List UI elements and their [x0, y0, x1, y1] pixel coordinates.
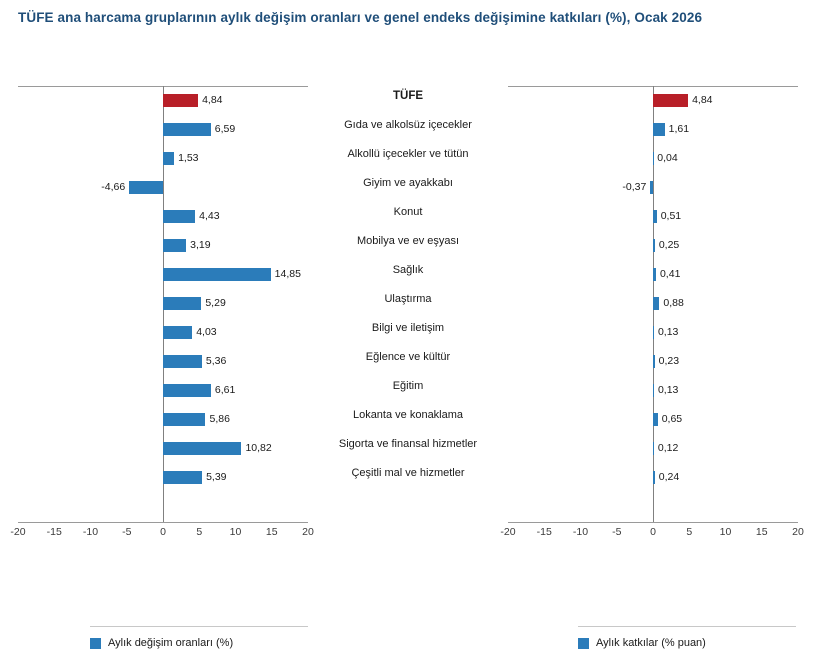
- bar-value-label: 0,51: [660, 210, 682, 222]
- bar-value-label: 6,59: [214, 123, 236, 135]
- axis-tick: 5: [686, 526, 693, 538]
- category-label: Gıda ve alkolsüz içecekler: [344, 119, 472, 131]
- bar-row: [18, 405, 308, 434]
- axis-tick: 15: [265, 526, 278, 538]
- bar: [163, 123, 211, 136]
- bar-value-label: 5,36: [205, 355, 227, 367]
- legend-label-right: Aylık katkılar (% puan): [596, 637, 706, 649]
- axis-tick: 20: [302, 526, 314, 538]
- category-labels: [308, 82, 508, 518]
- bar-value-label: 1,61: [668, 123, 690, 135]
- bar: [163, 355, 202, 368]
- bar: [163, 413, 205, 426]
- axis-tick: -5: [122, 526, 132, 538]
- category-label: Giyim ve ayakkabı: [363, 177, 453, 189]
- bar-value-label: 3,19: [190, 239, 211, 251]
- legend-left: [90, 632, 233, 654]
- bar: [163, 326, 192, 339]
- axis-tick: 10: [719, 526, 732, 538]
- bar-row: [508, 202, 798, 231]
- bar: [163, 94, 198, 107]
- bar-row: [508, 173, 798, 202]
- axis-tick: 15: [755, 526, 768, 538]
- bar-row: [18, 260, 308, 289]
- axis-tick: 20: [792, 526, 804, 538]
- category-label: Ulaştırma: [384, 293, 432, 305]
- bar-row: [18, 144, 308, 173]
- bar-value-label: 0,65: [661, 413, 683, 425]
- bar-row: [18, 86, 308, 115]
- bar-row: [508, 347, 798, 376]
- chart-panel-monthly-rates: [10, 78, 314, 538]
- chart-panel-contributions: [500, 78, 804, 538]
- plot-left: [10, 82, 314, 538]
- bar: [653, 471, 655, 484]
- category-label: Çeşitli mal ve hizmetler: [351, 467, 465, 479]
- bar-row: [508, 260, 798, 289]
- bar: [653, 210, 657, 223]
- chart-area: [0, 78, 821, 649]
- bar: [129, 181, 163, 194]
- category-label: Sağlık: [392, 264, 424, 276]
- legend-swatch-icon: [578, 638, 589, 649]
- bar-value-label: 4,84: [202, 94, 223, 106]
- bar-row: [18, 463, 308, 492]
- category-label: Konut: [393, 206, 423, 218]
- bar-value-label: -0,37: [622, 181, 647, 193]
- axis-tick: -10: [572, 526, 589, 538]
- bar: [163, 239, 186, 252]
- category-label: Mobilya ve ev eşyası: [356, 235, 460, 247]
- bar-row: [508, 231, 798, 260]
- axis-line-bottom-right: [508, 522, 798, 523]
- legend-divider-right: [578, 626, 796, 627]
- category-label: Lokanta ve konaklama: [352, 409, 464, 421]
- bar-value-label: 0,88: [663, 297, 684, 309]
- bar: [653, 239, 655, 252]
- bar: [163, 442, 241, 455]
- bar: [653, 355, 655, 368]
- bar-value-label: 0,24: [658, 471, 680, 483]
- bar-row: [508, 115, 798, 144]
- bar-value-label: 0,12: [657, 442, 679, 454]
- axis-tick: 10: [229, 526, 242, 538]
- bar-row: [508, 318, 798, 347]
- axis-tick: -5: [612, 526, 622, 538]
- bars-right: [508, 86, 798, 522]
- bar-value-label: 4,43: [199, 210, 220, 222]
- bar: [650, 181, 653, 194]
- bar: [163, 471, 202, 484]
- axis-ticks-left: [10, 526, 314, 546]
- bar: [653, 152, 654, 165]
- bar-row: [18, 376, 308, 405]
- axis-tick: 5: [196, 526, 203, 538]
- axis-tick: 0: [160, 526, 166, 538]
- bar-value-label: 1,53: [178, 152, 199, 164]
- bar-value-label: 0,13: [657, 384, 679, 396]
- bar-row: [508, 434, 798, 463]
- bar: [653, 268, 656, 281]
- bars-left: [18, 86, 308, 522]
- legend-swatch-icon: [90, 638, 101, 649]
- bar-value-label: 5,86: [209, 413, 230, 425]
- bar: [163, 384, 211, 397]
- axis-tick: -20: [10, 526, 26, 538]
- category-label: Eğlence ve kültür: [365, 351, 451, 363]
- bar-row: [508, 405, 798, 434]
- bar: [653, 297, 659, 310]
- bar-value-label: 5,29: [205, 297, 226, 309]
- bar-row: [18, 347, 308, 376]
- axis-tick: -15: [536, 526, 552, 538]
- axis-tick: 0: [650, 526, 656, 538]
- bar: [163, 268, 271, 281]
- bar-value-label: 10,82: [245, 442, 272, 454]
- category-label: Bilgi ve iletişim: [371, 322, 445, 334]
- category-label: Alkollü içecekler ve tütün: [347, 148, 469, 160]
- bar-value-label: 4,03: [196, 326, 217, 338]
- legend-divider-left: [90, 626, 308, 627]
- bar-value-label: 0,41: [659, 268, 681, 280]
- axis-line-bottom-left: [18, 522, 308, 523]
- legend-right: [578, 632, 706, 654]
- bar: [653, 384, 654, 397]
- category-label: TÜFE: [392, 90, 424, 102]
- bar-value-label: 14,85: [274, 268, 301, 280]
- axis-tick: -15: [46, 526, 62, 538]
- bar-value-label: 0,23: [658, 355, 680, 367]
- page-title: TÜFE ana harcama gruplarının aylık değişim oranları ve genel endeks değişimine katkıları (%), Ocak 2026: [18, 10, 703, 25]
- bar-row: [508, 144, 798, 173]
- bar: [163, 152, 174, 165]
- axis-tick: -20: [500, 526, 516, 538]
- bar-row: [508, 289, 798, 318]
- bar-row: [18, 434, 308, 463]
- bar-row: [18, 318, 308, 347]
- bar: [653, 123, 665, 136]
- bar: [653, 94, 688, 107]
- bar-value-label: -4,66: [101, 181, 126, 193]
- bar-row: [18, 231, 308, 260]
- legend-label-left: Aylık değişim oranları (%): [108, 637, 234, 649]
- bar-row: [18, 115, 308, 144]
- bar: [163, 210, 195, 223]
- bar-row: [508, 463, 798, 492]
- bar: [653, 413, 658, 426]
- axis-tick: -10: [82, 526, 99, 538]
- bar-value-label: 0,13: [657, 326, 679, 338]
- bar-row: [18, 202, 308, 231]
- bar: [163, 297, 201, 310]
- category-label: Eğitim: [392, 380, 424, 392]
- bar-value-label: 0,04: [657, 152, 678, 164]
- axis-ticks-right: [500, 526, 804, 546]
- bar: [653, 442, 654, 455]
- bar-value-label: 4,84: [692, 94, 713, 106]
- bar-value-label: 6,61: [214, 384, 236, 396]
- bar-row: [508, 376, 798, 405]
- bar-row: [18, 289, 308, 318]
- category-label: Sigorta ve finansal hizmetler: [338, 438, 478, 450]
- bar-row: [508, 86, 798, 115]
- bar-row: [18, 173, 308, 202]
- plot-right: [500, 82, 804, 538]
- bar: [653, 326, 654, 339]
- bar-value-label: 5,39: [206, 471, 227, 483]
- bar-value-label: 0,25: [658, 239, 680, 251]
